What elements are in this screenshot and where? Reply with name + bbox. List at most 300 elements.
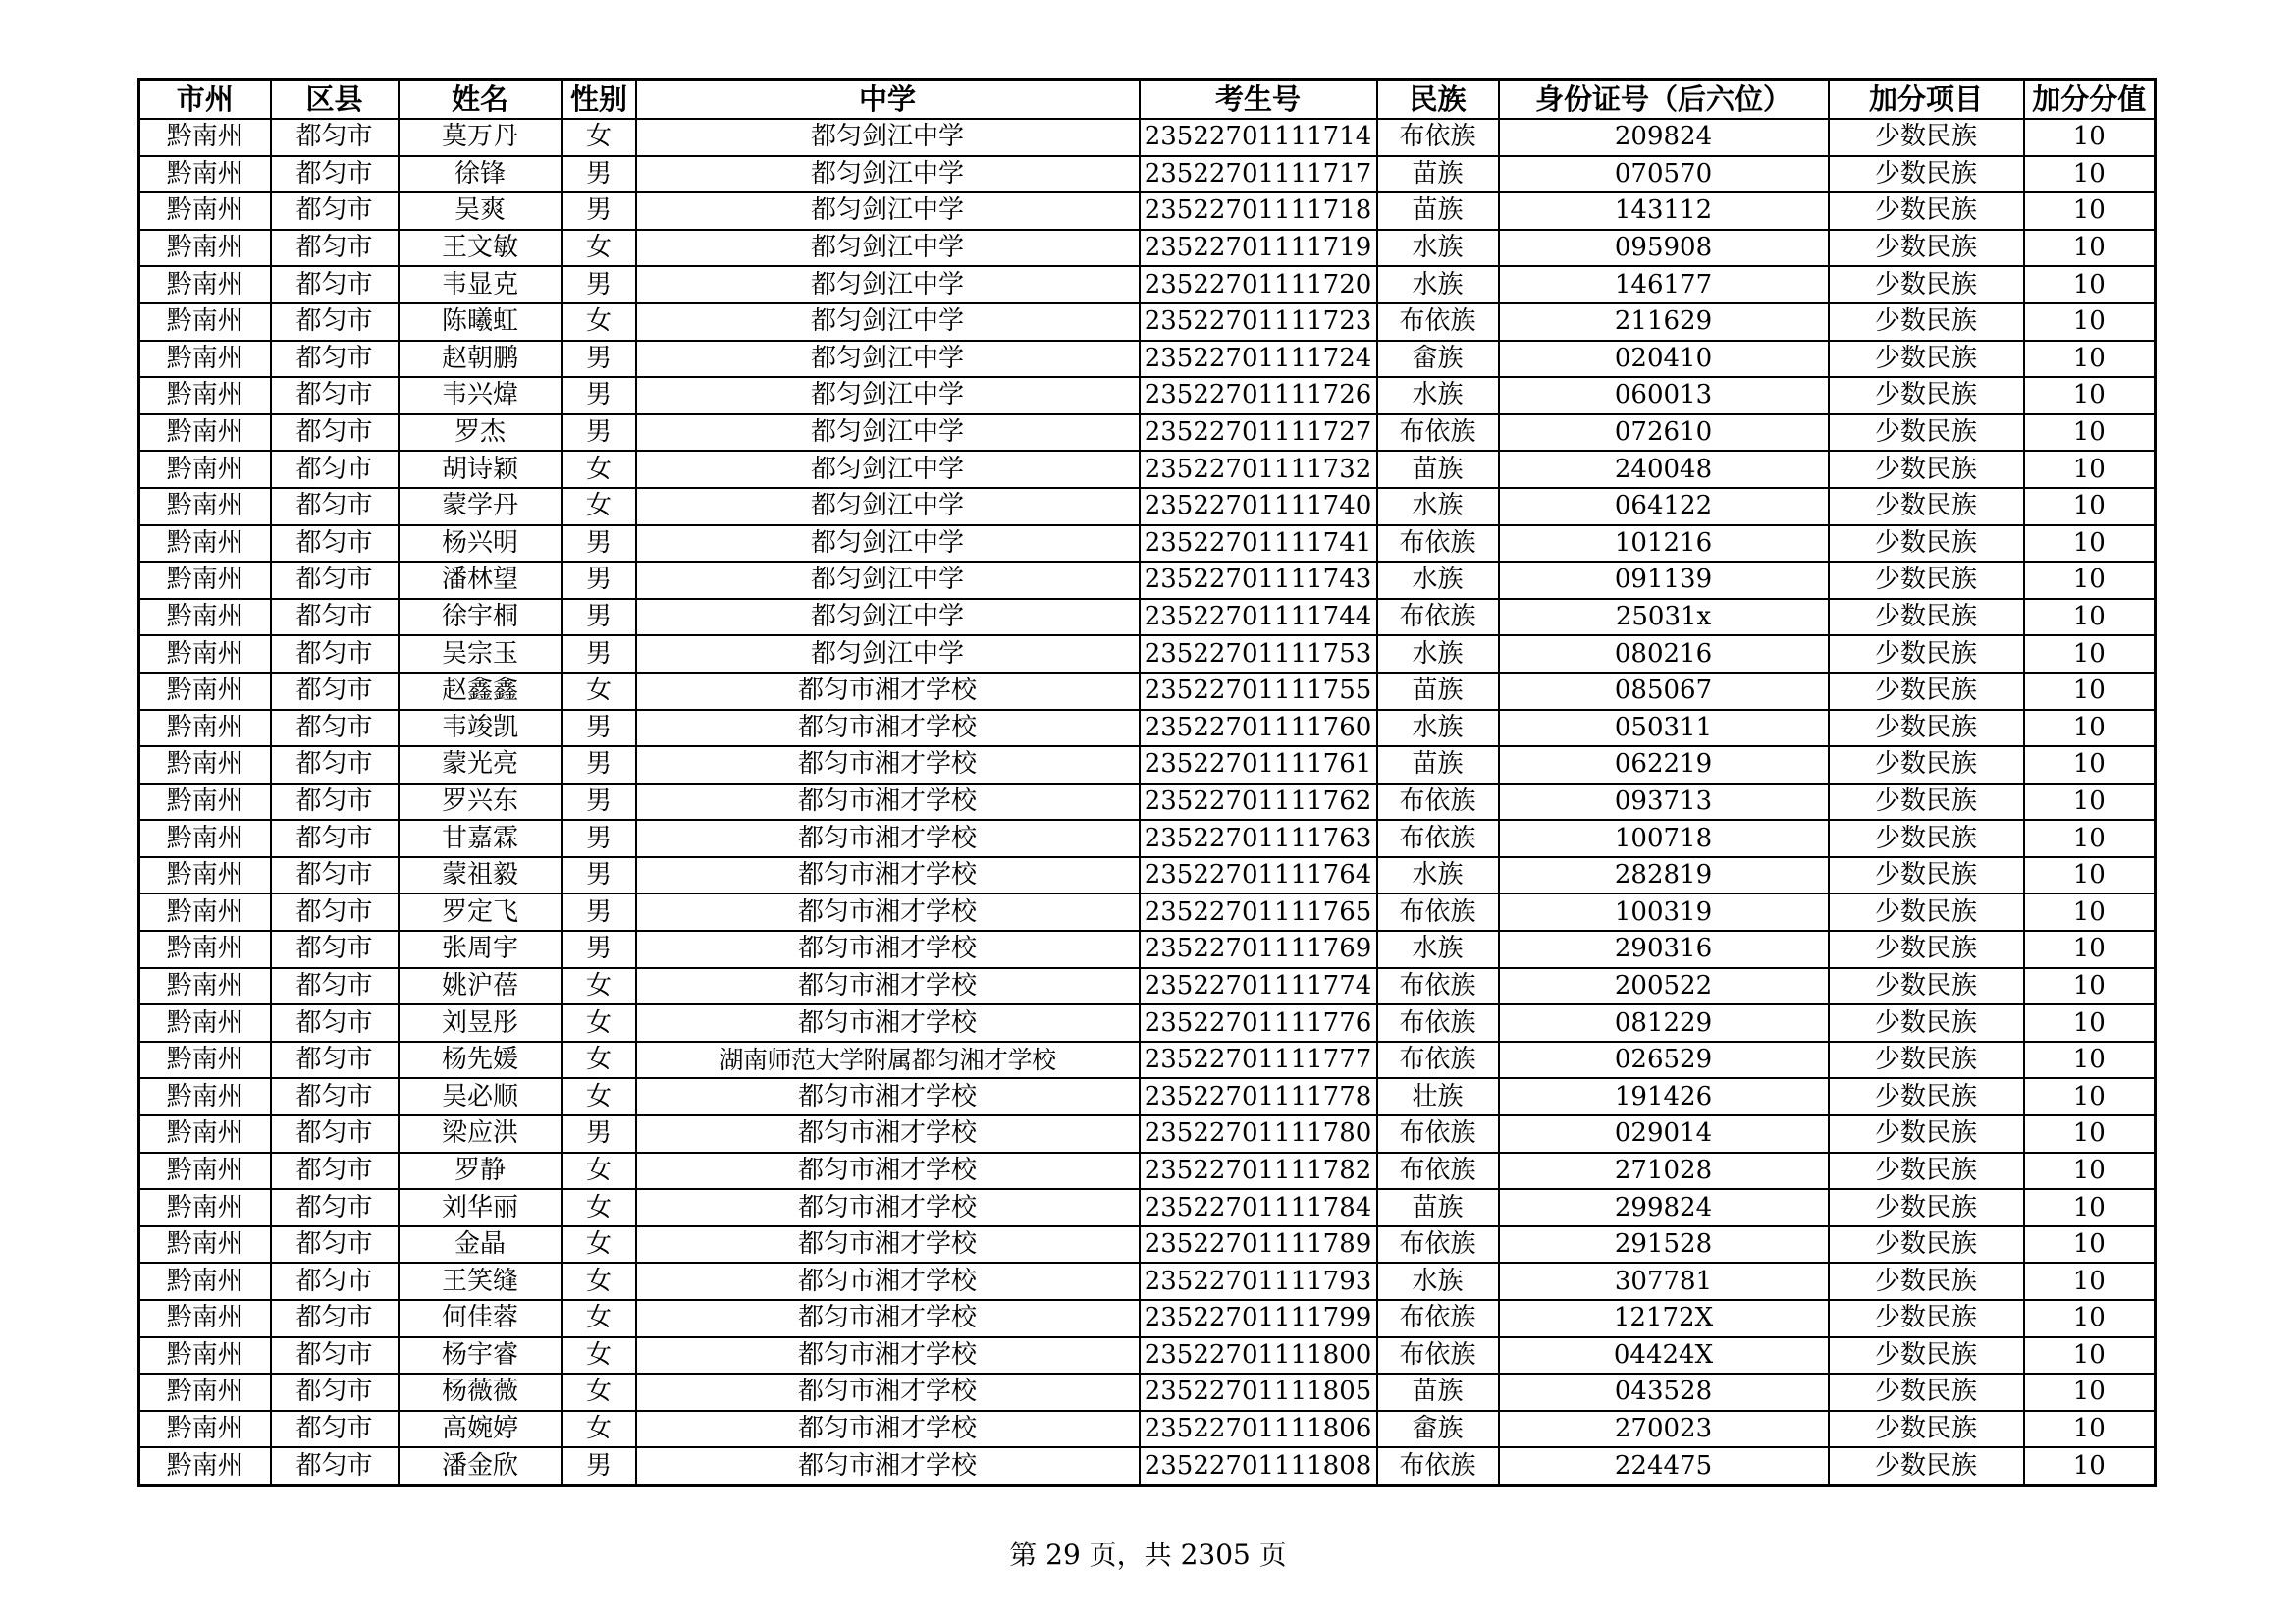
cell-school: 都匀市湘才学校 [636,1447,1140,1485]
cell-exam-number: 23522701111723 [1140,303,1377,341]
table-row [139,377,2156,414]
cell-city: 黔南州 [139,968,271,1005]
cell-school: 都匀市湘才学校 [636,1226,1140,1264]
cell-county: 都匀市 [271,266,399,303]
cell-city: 黔南州 [139,599,271,636]
cell-id-suffix: 095908 [1499,230,1829,267]
cell-bonus-points: 10 [2024,820,2156,857]
cell-exam-number: 23522701111777 [1140,1042,1377,1079]
cell-id-suffix: 290316 [1499,931,1829,968]
cell-school: 都匀剑江中学 [636,156,1140,193]
cell-city: 黔南州 [139,192,271,230]
cell-school: 都匀市湘才学校 [636,857,1140,894]
cell-name: 赵鑫鑫 [399,673,562,710]
cell-exam-number: 23522701111740 [1140,488,1377,525]
cell-bonus-item: 少数民族 [1829,1226,2024,1264]
cell-exam-number: 23522701111782 [1140,1153,1377,1190]
cell-school: 都匀市湘才学校 [636,1004,1140,1042]
cell-name: 甘嘉霖 [399,820,562,857]
cell-city: 黔南州 [139,931,271,968]
cell-city: 黔南州 [139,746,271,784]
cell-bonus-points: 10 [2024,599,2156,636]
cell-school: 都匀市湘才学校 [636,820,1140,857]
cell-bonus-points: 10 [2024,931,2156,968]
cell-school: 都匀市湘才学校 [636,1115,1140,1153]
cell-ethnicity: 布依族 [1377,1153,1499,1190]
cell-county: 都匀市 [271,303,399,341]
cell-gender: 女 [562,1153,636,1190]
cell-name: 张周宇 [399,931,562,968]
cell-school: 都匀市湘才学校 [636,784,1140,821]
cell-county: 都匀市 [271,1300,399,1337]
page-number-text: 第 29 页，共 2305 页 [1009,1539,1287,1571]
cell-gender: 女 [562,1042,636,1079]
cell-ethnicity: 苗族 [1377,1374,1499,1411]
cell-county: 都匀市 [271,1153,399,1190]
cell-bonus-item: 少数民族 [1829,1042,2024,1079]
cell-county: 都匀市 [271,156,399,193]
cell-gender: 男 [562,266,636,303]
cell-county: 都匀市 [271,1226,399,1264]
cell-bonus-points: 10 [2024,1447,2156,1485]
cell-bonus-points: 10 [2024,1263,2156,1300]
table-row [139,303,2156,341]
cell-bonus-points: 10 [2024,673,2156,710]
cell-exam-number: 23522701111774 [1140,968,1377,1005]
cell-ethnicity: 布依族 [1377,1115,1499,1153]
cell-city: 黔南州 [139,1189,271,1226]
cell-id-suffix: 064122 [1499,488,1829,525]
cell-exam-number: 23522701111762 [1140,784,1377,821]
cell-county: 都匀市 [271,1115,399,1153]
table-row [139,1153,2156,1190]
cell-ethnicity: 水族 [1377,562,1499,599]
cell-gender: 男 [562,341,636,378]
cell-bonus-points: 10 [2024,525,2156,563]
cell-county: 都匀市 [271,451,399,488]
cell-name: 韦竣凯 [399,710,562,747]
table-row [139,857,2156,894]
cell-city: 黔南州 [139,1300,271,1337]
cell-ethnicity: 水族 [1377,377,1499,414]
cell-bonus-points: 10 [2024,1226,2156,1264]
cell-city: 黔南州 [139,784,271,821]
cell-bonus-points: 10 [2024,893,2156,931]
table-row [139,784,2156,821]
cell-county: 都匀市 [271,857,399,894]
cell-bonus-item: 少数民族 [1829,1263,2024,1300]
cell-exam-number: 23522701111714 [1140,119,1377,156]
cell-id-suffix: 04424X [1499,1337,1829,1375]
cell-bonus-item: 少数民族 [1829,1004,2024,1042]
column-header-county: 区县 [271,80,399,120]
cell-name: 罗静 [399,1153,562,1190]
cell-name: 徐宇桐 [399,599,562,636]
cell-bonus-item: 少数民族 [1829,303,2024,341]
cell-bonus-item: 少数民族 [1829,1189,2024,1226]
cell-gender: 女 [562,119,636,156]
cell-county: 都匀市 [271,1374,399,1411]
cell-bonus-points: 10 [2024,857,2156,894]
cell-bonus-item: 少数民族 [1829,746,2024,784]
cell-exam-number: 23522701111719 [1140,230,1377,267]
cell-gender: 女 [562,1263,636,1300]
cell-gender: 女 [562,1337,636,1375]
cell-exam-number: 23522701111808 [1140,1447,1377,1485]
cell-ethnicity: 布依族 [1377,414,1499,452]
cell-exam-number: 23522701111789 [1140,1226,1377,1264]
cell-county: 都匀市 [271,562,399,599]
cell-gender: 男 [562,857,636,894]
cell-id-suffix: 100718 [1499,820,1829,857]
cell-bonus-item: 少数民族 [1829,488,2024,525]
table-row [139,562,2156,599]
table-row [139,451,2156,488]
cell-bonus-points: 10 [2024,1004,2156,1042]
cell-bonus-points: 10 [2024,266,2156,303]
cell-county: 都匀市 [271,635,399,673]
cell-exam-number: 23522701111724 [1140,341,1377,378]
cell-bonus-item: 少数民族 [1829,525,2024,563]
cell-bonus-points: 10 [2024,562,2156,599]
cell-gender: 女 [562,1004,636,1042]
cell-school: 都匀市湘才学校 [636,931,1140,968]
cell-ethnicity: 水族 [1377,710,1499,747]
cell-city: 黔南州 [139,1042,271,1079]
cell-county: 都匀市 [271,746,399,784]
cell-ethnicity: 苗族 [1377,746,1499,784]
cell-id-suffix: 282819 [1499,857,1829,894]
cell-name: 梁应洪 [399,1115,562,1153]
cell-name: 陈曦虹 [399,303,562,341]
cell-county: 都匀市 [271,1411,399,1448]
cell-city: 黔南州 [139,488,271,525]
cell-ethnicity: 苗族 [1377,192,1499,230]
table-row [139,1374,2156,1411]
cell-bonus-item: 少数民族 [1829,1374,2024,1411]
cell-id-suffix: 200522 [1499,968,1829,1005]
cell-id-suffix: 191426 [1499,1078,1829,1115]
cell-school: 都匀市湘才学校 [636,746,1140,784]
cell-exam-number: 23522701111793 [1140,1263,1377,1300]
cell-school: 都匀市湘才学校 [636,710,1140,747]
cell-exam-number: 23522701111760 [1140,710,1377,747]
cell-bonus-item: 少数民族 [1829,192,2024,230]
cell-city: 黔南州 [139,710,271,747]
cell-bonus-item: 少数民族 [1829,1337,2024,1375]
table-row [139,746,2156,784]
table-row [139,192,2156,230]
cell-bonus-points: 10 [2024,156,2156,193]
cell-name: 何佳蓉 [399,1300,562,1337]
cell-gender: 男 [562,562,636,599]
cell-name: 蒙祖毅 [399,857,562,894]
cell-ethnicity: 苗族 [1377,156,1499,193]
column-header-bonus-item: 加分项目 [1829,80,2024,120]
cell-bonus-item: 少数民族 [1829,599,2024,636]
cell-city: 黔南州 [139,156,271,193]
cell-name: 杨宇睿 [399,1337,562,1375]
cell-county: 都匀市 [271,1189,399,1226]
cell-county: 都匀市 [271,119,399,156]
cell-id-suffix: 080216 [1499,635,1829,673]
cell-id-suffix: 146177 [1499,266,1829,303]
cell-city: 黔南州 [139,1153,271,1190]
cell-gender: 男 [562,635,636,673]
table-row [139,230,2156,267]
cell-city: 黔南州 [139,1337,271,1375]
cell-ethnicity: 水族 [1377,857,1499,894]
cell-county: 都匀市 [271,784,399,821]
cell-gender: 女 [562,673,636,710]
table-row [139,635,2156,673]
table-row [139,488,2156,525]
cell-exam-number: 23522701111717 [1140,156,1377,193]
cell-gender: 女 [562,1189,636,1226]
cell-ethnicity: 水族 [1377,635,1499,673]
cell-name: 赵朝鹏 [399,341,562,378]
cell-exam-number: 23522701111778 [1140,1078,1377,1115]
cell-ethnicity: 布依族 [1377,1004,1499,1042]
cell-exam-number: 23522701111769 [1140,931,1377,968]
cell-city: 黔南州 [139,562,271,599]
cell-bonus-points: 10 [2024,1078,2156,1115]
cell-city: 黔南州 [139,377,271,414]
table-row [139,266,2156,303]
cell-bonus-item: 少数民族 [1829,1300,2024,1337]
cell-bonus-item: 少数民族 [1829,857,2024,894]
cell-exam-number: 23522701111800 [1140,1337,1377,1375]
cell-name: 吴宗玉 [399,635,562,673]
cell-name: 王笑缝 [399,1263,562,1300]
cell-name: 罗定飞 [399,893,562,931]
cell-name: 胡诗颖 [399,451,562,488]
cell-name: 莫万丹 [399,119,562,156]
cell-exam-number: 23522701111784 [1140,1189,1377,1226]
table-row [139,1004,2156,1042]
cell-ethnicity: 布依族 [1377,820,1499,857]
cell-name: 罗杰 [399,414,562,452]
cell-bonus-points: 10 [2024,1115,2156,1153]
cell-name: 徐锋 [399,156,562,193]
cell-county: 都匀市 [271,968,399,1005]
cell-county: 都匀市 [271,1263,399,1300]
table-row [139,1078,2156,1115]
cell-bonus-points: 10 [2024,1300,2156,1337]
column-header-city: 市州 [139,80,271,120]
cell-county: 都匀市 [271,1078,399,1115]
table-row [139,156,2156,193]
cell-county: 都匀市 [271,1042,399,1079]
cell-exam-number: 23522701111780 [1140,1115,1377,1153]
cell-exam-number: 23522701111744 [1140,599,1377,636]
cell-bonus-item: 少数民族 [1829,156,2024,193]
cell-id-suffix: 029014 [1499,1115,1829,1153]
column-header-gender: 性别 [562,80,636,120]
cell-bonus-item: 少数民族 [1829,784,2024,821]
cell-bonus-item: 少数民族 [1829,635,2024,673]
cell-gender: 女 [562,1411,636,1448]
cell-school: 都匀剑江中学 [636,119,1140,156]
cell-bonus-item: 少数民族 [1829,1115,2024,1153]
cell-ethnicity: 畲族 [1377,341,1499,378]
table-row [139,1226,2156,1264]
cell-bonus-points: 10 [2024,1411,2156,1448]
cell-exam-number: 23522701111720 [1140,266,1377,303]
cell-city: 黔南州 [139,303,271,341]
cell-bonus-points: 10 [2024,451,2156,488]
cell-county: 都匀市 [271,230,399,267]
cell-school: 都匀剑江中学 [636,635,1140,673]
cell-city: 黔南州 [139,1078,271,1115]
cell-city: 黔南州 [139,1374,271,1411]
cell-school: 都匀市湘才学校 [636,1411,1140,1448]
cell-gender: 男 [562,1115,636,1153]
cell-id-suffix: 072610 [1499,414,1829,452]
cell-gender: 女 [562,303,636,341]
cell-exam-number: 23522701111764 [1140,857,1377,894]
cell-bonus-points: 10 [2024,230,2156,267]
cell-bonus-item: 少数民族 [1829,377,2024,414]
cell-bonus-item: 少数民族 [1829,820,2024,857]
column-header-ethnicity: 民族 [1377,80,1499,120]
cell-exam-number: 23522701111755 [1140,673,1377,710]
cell-school: 都匀剑江中学 [636,266,1140,303]
column-header-id-suffix: 身份证号（后六位） [1499,80,1829,120]
cell-id-suffix: 091139 [1499,562,1829,599]
page-footer [0,1534,2296,1573]
table-row [139,525,2156,563]
cell-bonus-item: 少数民族 [1829,1153,2024,1190]
cell-id-suffix: 271028 [1499,1153,1829,1190]
cell-county: 都匀市 [271,1004,399,1042]
cell-school: 都匀剑江中学 [636,599,1140,636]
cell-name: 吴必顺 [399,1078,562,1115]
cell-ethnicity: 苗族 [1377,451,1499,488]
cell-county: 都匀市 [271,820,399,857]
cell-city: 黔南州 [139,525,271,563]
cell-gender: 男 [562,192,636,230]
cell-gender: 女 [562,230,636,267]
cell-county: 都匀市 [271,931,399,968]
cell-id-suffix: 291528 [1499,1226,1829,1264]
cell-ethnicity: 畲族 [1377,1411,1499,1448]
cell-ethnicity: 苗族 [1377,673,1499,710]
cell-city: 黔南州 [139,341,271,378]
table-row [139,710,2156,747]
cell-id-suffix: 085067 [1499,673,1829,710]
cell-bonus-item: 少数民族 [1829,710,2024,747]
cell-school: 都匀剑江中学 [636,192,1140,230]
cell-ethnicity: 布依族 [1377,784,1499,821]
cell-school: 都匀剑江中学 [636,341,1140,378]
cell-name: 杨兴明 [399,525,562,563]
cell-ethnicity: 水族 [1377,266,1499,303]
table-row [139,1411,2156,1448]
cell-bonus-item: 少数民族 [1829,1447,2024,1485]
cell-exam-number: 23522701111727 [1140,414,1377,452]
table-header-row [139,80,2156,120]
table-row [139,119,2156,156]
cell-ethnicity: 布依族 [1377,1447,1499,1485]
cell-exam-number: 23522701111799 [1140,1300,1377,1337]
cell-id-suffix: 224475 [1499,1447,1829,1485]
table-row [139,414,2156,452]
cell-ethnicity: 布依族 [1377,1226,1499,1264]
cell-gender: 男 [562,820,636,857]
cell-county: 都匀市 [271,525,399,563]
cell-id-suffix: 299824 [1499,1189,1829,1226]
cell-bonus-points: 10 [2024,968,2156,1005]
cell-name: 高婉婷 [399,1411,562,1448]
cell-ethnicity: 布依族 [1377,1337,1499,1375]
cell-school: 都匀剑江中学 [636,525,1140,563]
cell-bonus-item: 少数民族 [1829,968,2024,1005]
cell-gender: 男 [562,525,636,563]
cell-exam-number: 23522701111732 [1140,451,1377,488]
cell-gender: 男 [562,156,636,193]
cell-name: 王文敏 [399,230,562,267]
cell-county: 都匀市 [271,488,399,525]
cell-school: 都匀剑江中学 [636,230,1140,267]
cell-school: 都匀市湘才学校 [636,1337,1140,1375]
cell-city: 黔南州 [139,451,271,488]
cell-bonus-points: 10 [2024,341,2156,378]
cell-school: 湖南师范大学附属都匀湘才学校 [636,1042,1140,1079]
cell-name: 杨先媛 [399,1042,562,1079]
cell-county: 都匀市 [271,414,399,452]
cell-school: 都匀市湘才学校 [636,1189,1140,1226]
cell-name: 金晶 [399,1226,562,1264]
cell-school: 都匀市湘才学校 [636,673,1140,710]
cell-city: 黔南州 [139,893,271,931]
cell-exam-number: 23522701111718 [1140,192,1377,230]
cell-school: 都匀剑江中学 [636,488,1140,525]
cell-id-suffix: 081229 [1499,1004,1829,1042]
cell-bonus-item: 少数民族 [1829,1078,2024,1115]
cell-exam-number: 23522701111743 [1140,562,1377,599]
cell-bonus-points: 10 [2024,414,2156,452]
cell-exam-number: 23522701111776 [1140,1004,1377,1042]
cell-id-suffix: 12172X [1499,1300,1829,1337]
cell-id-suffix: 25031x [1499,599,1829,636]
cell-ethnicity: 水族 [1377,488,1499,525]
column-header-name: 姓名 [399,80,562,120]
table-row [139,893,2156,931]
cell-gender: 女 [562,1078,636,1115]
cell-name: 杨薇薇 [399,1374,562,1411]
cell-ethnicity: 布依族 [1377,1300,1499,1337]
cell-city: 黔南州 [139,414,271,452]
cell-county: 都匀市 [271,377,399,414]
cell-city: 黔南州 [139,1115,271,1153]
cell-name: 韦兴煒 [399,377,562,414]
cell-city: 黔南州 [139,820,271,857]
cell-school: 都匀剑江中学 [636,562,1140,599]
cell-bonus-item: 少数民族 [1829,893,2024,931]
cell-school: 都匀剑江中学 [636,414,1140,452]
cell-gender: 女 [562,1374,636,1411]
cell-ethnicity: 布依族 [1377,893,1499,931]
cell-gender: 男 [562,746,636,784]
cell-school: 都匀市湘才学校 [636,1153,1140,1190]
table-row [139,968,2156,1005]
cell-gender: 男 [562,784,636,821]
data-table [137,78,2157,1487]
cell-county: 都匀市 [271,673,399,710]
table-row [139,1189,2156,1226]
cell-id-suffix: 043528 [1499,1374,1829,1411]
